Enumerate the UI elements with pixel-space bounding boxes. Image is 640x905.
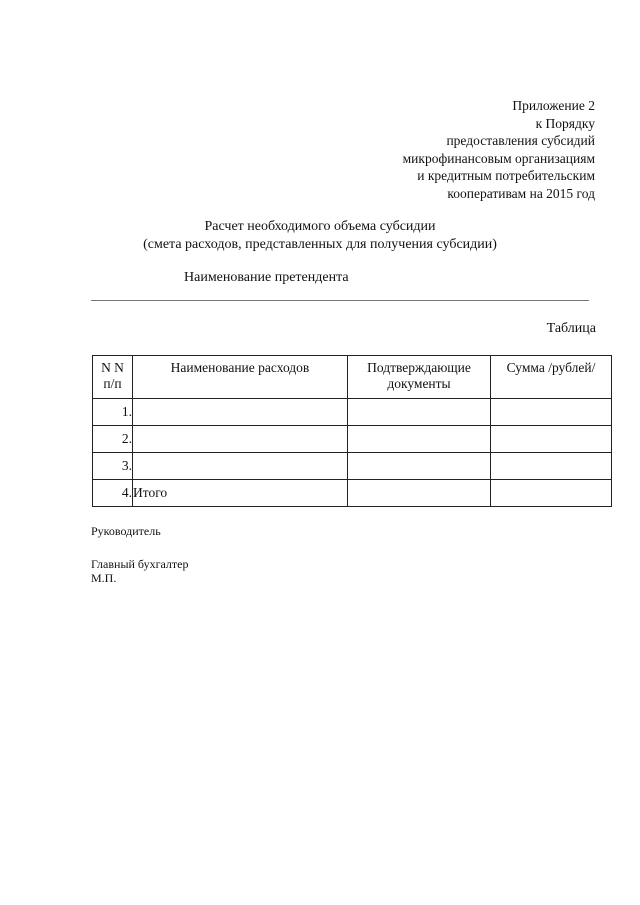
row-expense-name	[133, 399, 348, 426]
header-number-line-2: п/п	[103, 376, 122, 391]
row-number: 2.	[93, 426, 133, 453]
row-sum	[491, 480, 612, 507]
appendix-block	[403, 97, 595, 203]
table-row-total	[93, 480, 612, 507]
header-documents-line-2: документы	[387, 376, 451, 391]
row-expense-name	[133, 453, 348, 480]
table-row	[93, 426, 612, 453]
appendix-line: микрофинансовым организациям	[402, 150, 595, 166]
appendix-line: и кредитным потребительским	[417, 168, 595, 184]
header-number	[93, 356, 133, 399]
table-header-row	[93, 356, 612, 399]
stamp-label: М.П.	[91, 571, 117, 585]
row-sum	[491, 399, 612, 426]
row-number: 1.	[93, 399, 133, 426]
table-row	[93, 453, 612, 480]
header-sum: Сумма /рублей/	[491, 356, 612, 399]
header-documents	[348, 356, 491, 399]
row-sum	[491, 426, 612, 453]
header-expense-name: Наименование расходов	[133, 356, 348, 399]
accountant-signature-label: Главный бухгалтер	[91, 556, 189, 571]
document-title	[90, 218, 550, 254]
head-signature-label: Руководитель	[91, 524, 161, 538]
applicant-label: Наименование претендента	[184, 270, 349, 285]
row-documents	[348, 480, 491, 507]
row-expense-name	[133, 426, 348, 453]
table-row	[93, 399, 612, 426]
appendix-line: предоставления субсидий	[446, 133, 595, 149]
appendix-line: кооперативам на 2015 год	[447, 185, 595, 201]
title-line-1: Расчет необходимого объема субсидии	[204, 219, 436, 234]
row-number: 3.	[93, 453, 133, 480]
header-documents-line-1: Подтверждающие	[367, 360, 471, 375]
row-documents	[348, 453, 491, 480]
row-sum	[491, 453, 612, 480]
title-line-2: (смета расходов, представленных для получения субсидии)	[143, 237, 497, 252]
row-documents	[348, 426, 491, 453]
row-number: 4.	[93, 480, 133, 507]
appendix-line: к Порядку	[535, 115, 595, 131]
expense-table	[92, 355, 612, 507]
row-documents	[348, 399, 491, 426]
row-expense-name: Итого	[133, 480, 348, 507]
table-label: Таблица	[546, 321, 596, 336]
appendix-line: Приложение 2	[512, 98, 595, 113]
applicant-name-line	[91, 300, 589, 301]
signature-spacer	[91, 539, 188, 557]
header-number-line-1: N N	[101, 360, 124, 375]
signature-block	[91, 524, 188, 586]
